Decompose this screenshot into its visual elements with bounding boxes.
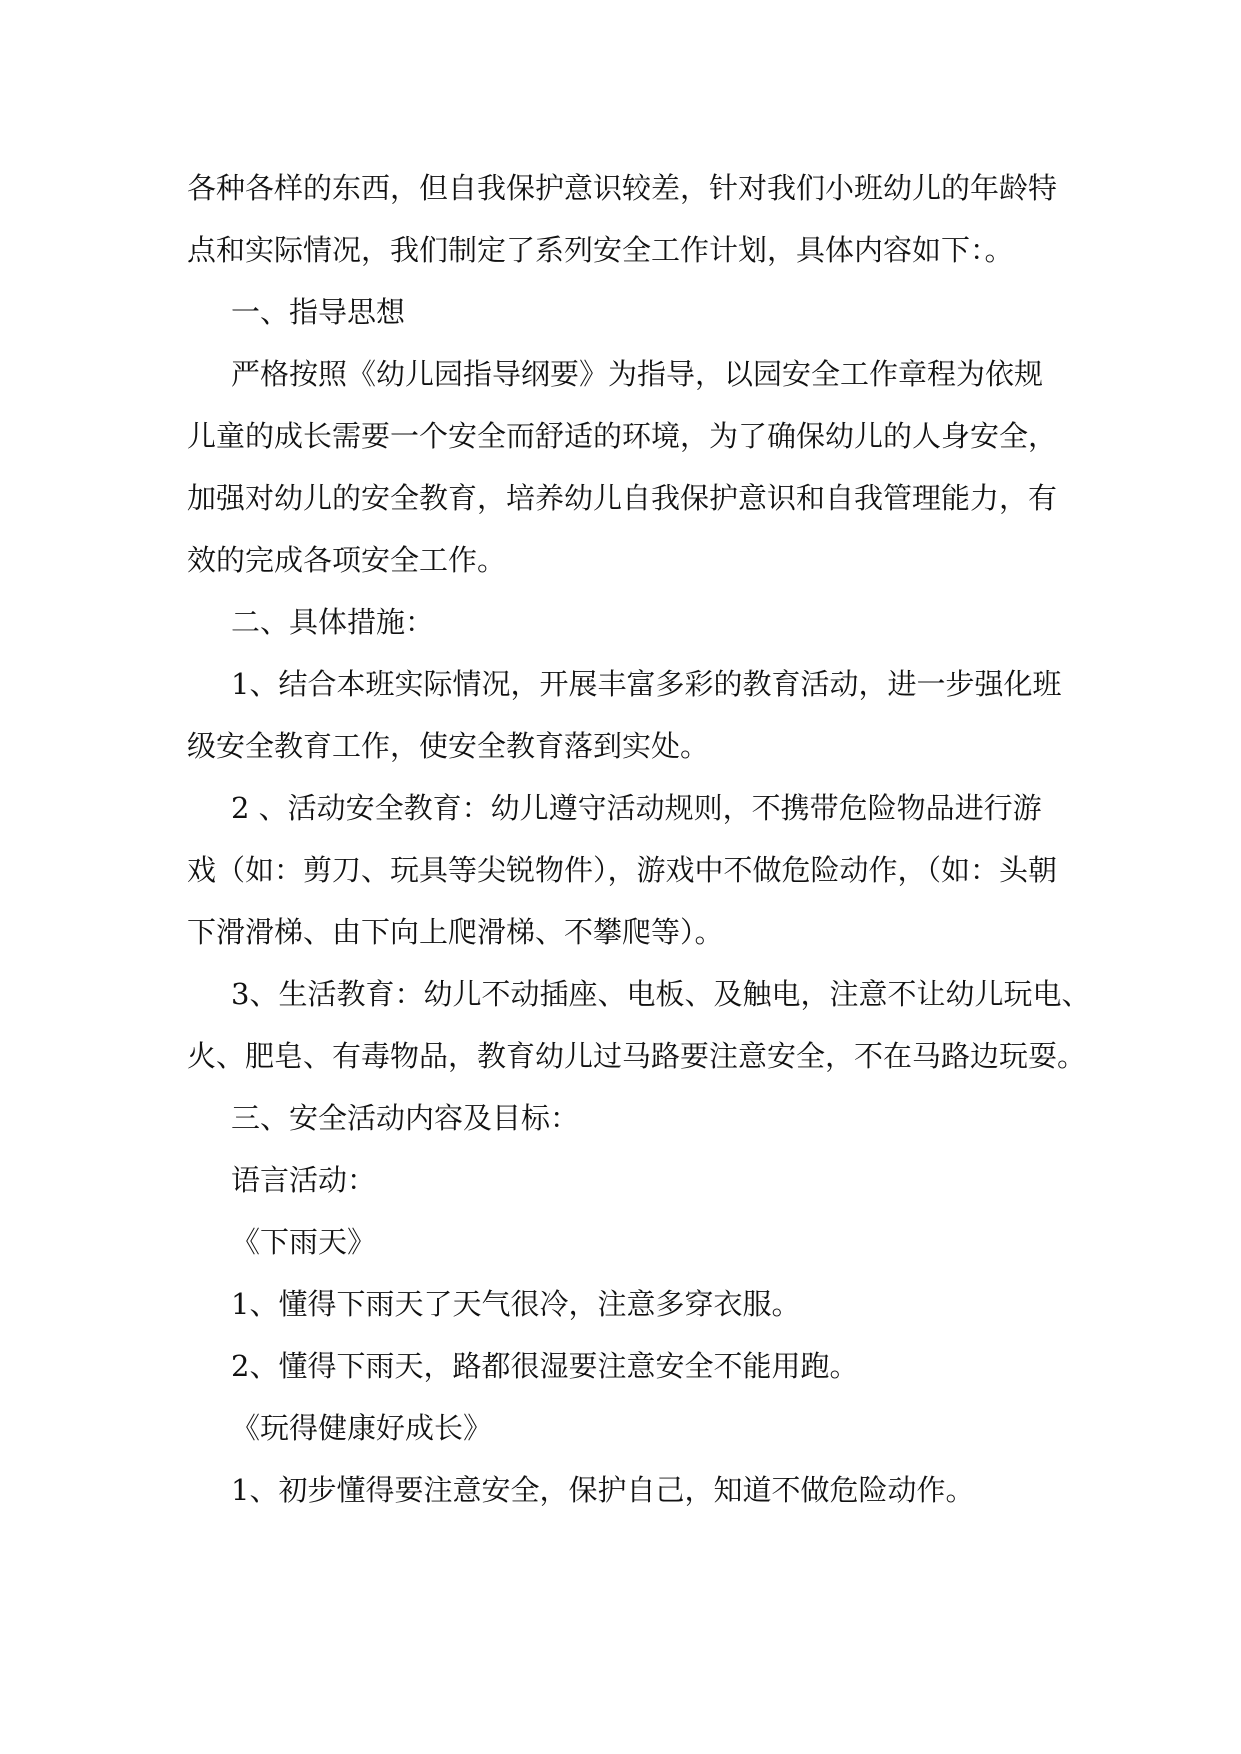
list-item: 1、结合本班实际情况，开展丰富多彩的教育活动，进一步强化班: [231, 667, 1062, 701]
paragraph-line: 严格按照《幼儿园指导纲要》为指导，以园安全工作章程为依规: [231, 357, 1044, 391]
paragraph-line: 点和实际情况，我们制定了系列安全工作计划，具体内容如下：。: [187, 233, 1014, 267]
section-heading: 一、指导思想: [231, 295, 406, 329]
paragraph-line: 加强对幼儿的安全教育，培养幼儿自我保护意识和自我管理能力，有: [187, 481, 1058, 515]
paragraph-line: 火、肥皂、有毒物品，教育幼儿过马路要注意安全，不在马路边玩耍。: [187, 1039, 1087, 1073]
section-heading: 三、安全活动内容及目标：: [231, 1101, 580, 1135]
paragraph-line: 下滑滑梯、由下向上爬滑梯、不攀爬等）。: [187, 915, 724, 949]
paragraph-line: 儿童的成长需要一个安全而舒适的环境，为了确保幼儿的人身安全，: [187, 419, 1058, 453]
list-item: 3、生活教育：幼儿不动插座、电板、及触电，注意不让幼儿玩电、: [231, 977, 1091, 1011]
paragraph-line: 戏（如：剪刀、玩具等尖锐物件），游戏中不做危险动作，（如：头朝: [187, 853, 1058, 887]
subheading: 语言活动：: [231, 1163, 377, 1197]
list-item: 2、懂得下雨天，路都很湿要注意安全不能用跑。: [231, 1349, 859, 1383]
document-body: [187, 157, 1091, 1521]
activity-title: 《下雨天》: [231, 1225, 377, 1259]
section-heading: 二、具体措施：: [231, 605, 435, 639]
activity-title: 《玩得健康好成长》: [231, 1411, 493, 1445]
list-item: 1、初步懂得要注意安全，保护自己，知道不做危险动作。: [231, 1473, 975, 1507]
paragraph-line: 效的完成各项安全工作。: [187, 543, 507, 577]
paragraph-line: 级安全教育工作，使安全教育落到实处。: [187, 729, 710, 763]
paragraph-line: 各种各样的东西，但自我保护意识较差，针对我们小班幼儿的年龄特: [187, 171, 1058, 205]
list-item: 2 、活动安全教育：幼儿遵守活动规则，不携带危险物品进行游: [231, 791, 1042, 825]
list-item: 1、懂得下雨天了天气很冷，注意多穿衣服。: [231, 1287, 801, 1321]
